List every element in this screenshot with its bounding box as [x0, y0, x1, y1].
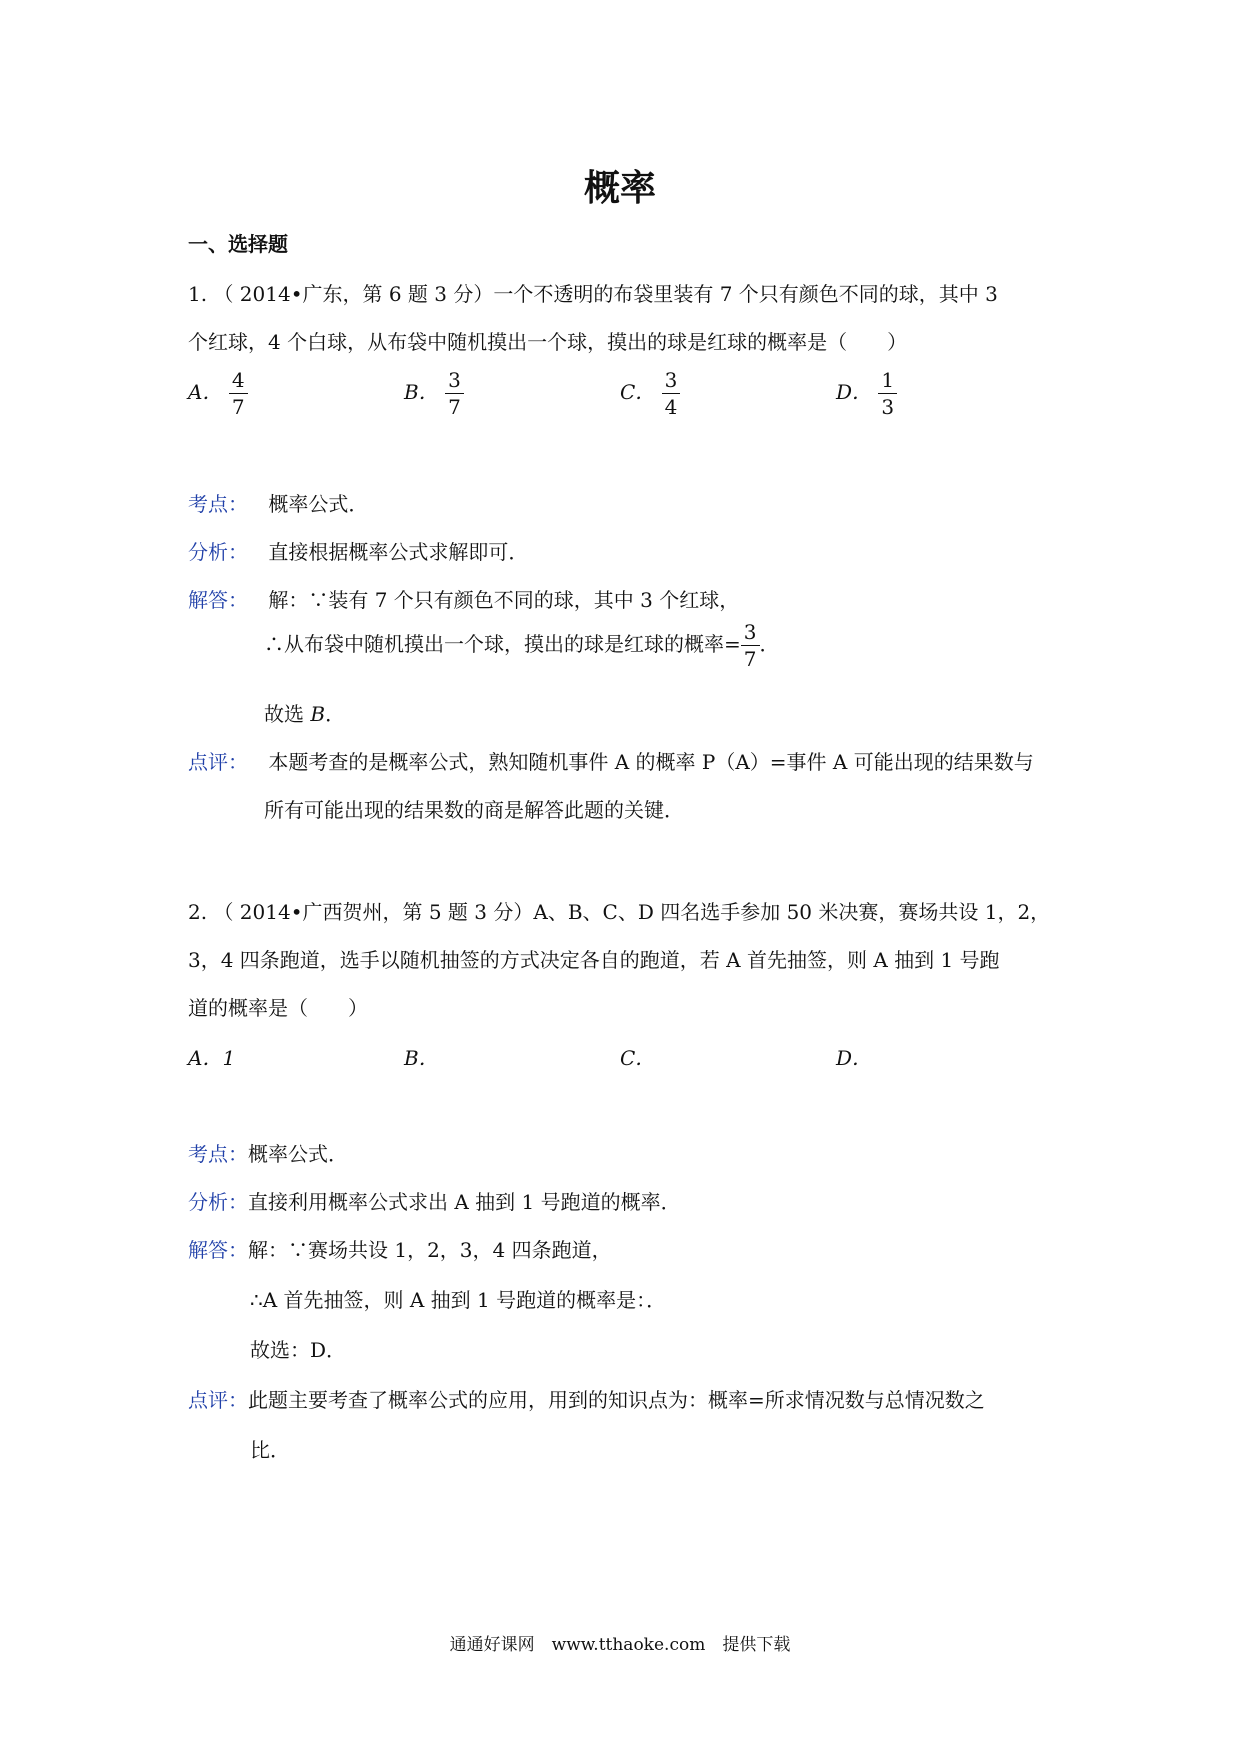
q1-stem-line2: 个红球，4 个白球，从布袋中随机摸出一个球，摸出的球是红球的概率是（ ） [188, 330, 908, 354]
q2-dianping-row [188, 1384, 985, 1413]
jieda-text: 故选 [264, 702, 311, 726]
option-letter: D． [836, 380, 873, 404]
fenxi-text: 直接根据概率公式求解即可． [268, 540, 529, 564]
jieda-label: 解答： [188, 588, 248, 612]
option-letter: A． [188, 380, 223, 404]
kaodian-text: 概率公式． [268, 492, 369, 516]
jieda-answer: B [310, 702, 326, 726]
option-fraction: $\frac{1}{3}$ [878, 370, 897, 417]
dianping-text: 此题主要考查了概率公式的应用，用到的知识点为：概率=所求情况数与总情况数之 [248, 1388, 985, 1412]
q1-kaodian-row [188, 488, 368, 517]
q1-option-d [836, 370, 897, 417]
section-heading: 一、选择题 [188, 232, 288, 256]
answer-fraction: $\frac{3}{7}$ [741, 622, 760, 669]
option-letter: C． [620, 380, 656, 404]
q2-dianping-line2: 比． [250, 1438, 290, 1462]
q1-option-b [404, 370, 464, 417]
q2-option-d: D． [836, 1046, 873, 1070]
kaodian-text: 概率公式． [248, 1142, 348, 1166]
option-fraction: $\frac{4}{7}$ [229, 370, 248, 417]
q2-kaodian-row [188, 1138, 348, 1167]
fenxi-label: 分析： [188, 1190, 248, 1214]
q1-option-c [620, 370, 680, 417]
q2-jieda-line2: ∴A 首先抽签，则 A 抽到 1 号跑道的概率是：． [250, 1288, 667, 1312]
fenxi-text: 直接利用概率公式求出 A 抽到 1 号跑道的概率． [248, 1190, 681, 1214]
jieda-text: 解：∵装有 7 个只有颜色不同的球，其中 3 个红球， [268, 588, 740, 612]
q1-stem-line1: 1. （ 2014•广东，第 6 题 3 分）一个不透明的布袋里装有 7 个只有颜色不同的球，其中 3 [188, 282, 998, 306]
q2-stem-line3: 道的概率是（ ） [188, 996, 368, 1020]
kaodian-label: 考点： [188, 492, 248, 516]
kaodian-label: 考点： [188, 1142, 248, 1166]
q2-stem-line1: 2. （ 2014•广西贺州，第 5 题 3 分）A、B、C、D 四名选手参加 50 米决赛，赛场共设 1，2， [188, 900, 1051, 924]
page-title: 概率 [583, 168, 656, 209]
jieda-punct: ． [759, 632, 780, 656]
q2-stem-line2: 3，4 四条跑道，选手以随机抽签的方式决定各自的跑道，若 A 首先抽签，则 A 抽到 1 号跑 [188, 948, 1000, 972]
dianping-text: 本题考查的是概率公式，熟知随机事件 A 的概率 P（A）=事件 A 可能出现的结果数与 [268, 750, 1034, 774]
q2-option-a: A．1 [188, 1046, 236, 1070]
fenxi-label: 分析： [188, 540, 248, 564]
jieda-text: ∴从布袋中随机摸出一个球，摸出的球是红球的概率= [264, 632, 741, 656]
option-fraction: $\frac{3}{7}$ [445, 370, 464, 417]
q1-dianping-row [188, 746, 1034, 775]
q2-option-c: C． [620, 1046, 656, 1070]
q2-jieda-row [188, 1234, 612, 1263]
q2-option-b: B． [404, 1046, 439, 1070]
option-fraction: $\frac{3}{4}$ [662, 370, 681, 417]
q1-fenxi-row [188, 536, 528, 565]
q2-jieda-line3: 故选：D． [250, 1338, 347, 1362]
jieda-text: 解：∵赛场共设 1，2，3，4 四条跑道， [248, 1238, 612, 1262]
q1-jieda-line3 [264, 698, 345, 727]
jieda-label: 解答： [188, 1238, 248, 1262]
jieda-punct: ． [325, 702, 346, 726]
option-letter: B． [404, 380, 439, 404]
q2-fenxi-row [188, 1186, 681, 1215]
dianping-label: 点评： [188, 750, 248, 774]
q1-jieda-line2 [264, 622, 780, 669]
dianping-label: 点评： [188, 1388, 248, 1412]
q1-dianping-line2: 所有可能出现的结果数的商是解答此题的关键． [264, 798, 684, 822]
q1-option-a [188, 370, 248, 417]
footer-text: 通通好课网 www.tthaoke.com 提供下载 [449, 1635, 791, 1655]
q1-jieda-row [188, 584, 739, 613]
